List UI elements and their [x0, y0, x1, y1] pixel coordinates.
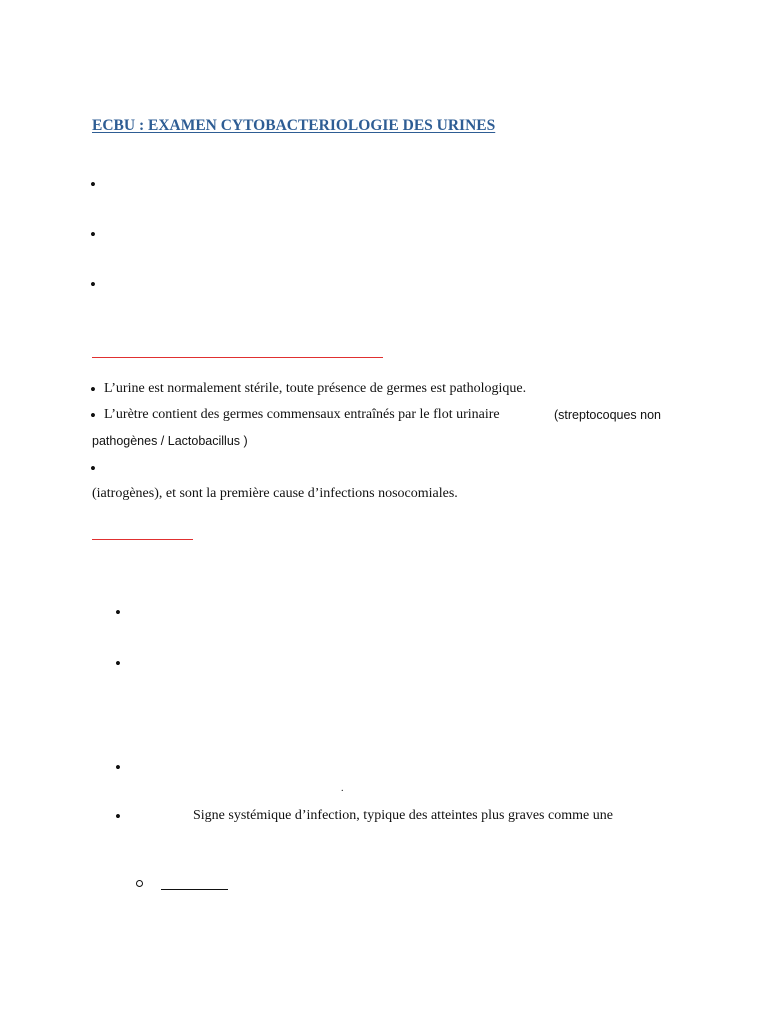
paragraph-urethra-paren-a: (streptocoques non — [554, 408, 662, 422]
paragraph-urethra: L’urètre contient des germes commensaux entraînés par le flot urinaire — [104, 407, 500, 422]
section-heading-rule-1 — [92, 357, 383, 358]
document-title: ECBU : EXAMEN CYTOBACTERIOLOGIE DES URINES — [92, 117, 496, 134]
stray-period: . — [341, 783, 344, 794]
bullet-p1: • — [90, 380, 96, 399]
bullet-p2: • — [90, 406, 96, 425]
bullet-5: • — [115, 654, 121, 673]
paragraph-systemic-sign: Signe systémique d’infection, typique des atteintes plus graves comme une — [193, 808, 613, 823]
bullet-4: • — [115, 603, 121, 622]
sub-item-underline — [161, 889, 228, 890]
bullet-7: • — [115, 807, 121, 826]
paragraph-urethra-paren-b: pathogènes / Lactobacillus ) — [92, 434, 248, 448]
bullet-3: • — [90, 275, 96, 294]
paragraph-sterile-urine: L’urine est normalement stérile, toute présence de germes est pathologique. — [104, 381, 527, 396]
bullet-6: • — [115, 758, 121, 777]
sub-bullet-circle — [136, 880, 143, 887]
bullet-p3: • — [90, 459, 96, 478]
section-heading-rule-2 — [92, 539, 193, 540]
bullet-1: • — [90, 175, 96, 194]
paragraph-iatrogenic: (iatrogènes), et sont la première cause d’infections nosocomiales. — [92, 486, 458, 501]
bullet-2: • — [90, 225, 96, 244]
